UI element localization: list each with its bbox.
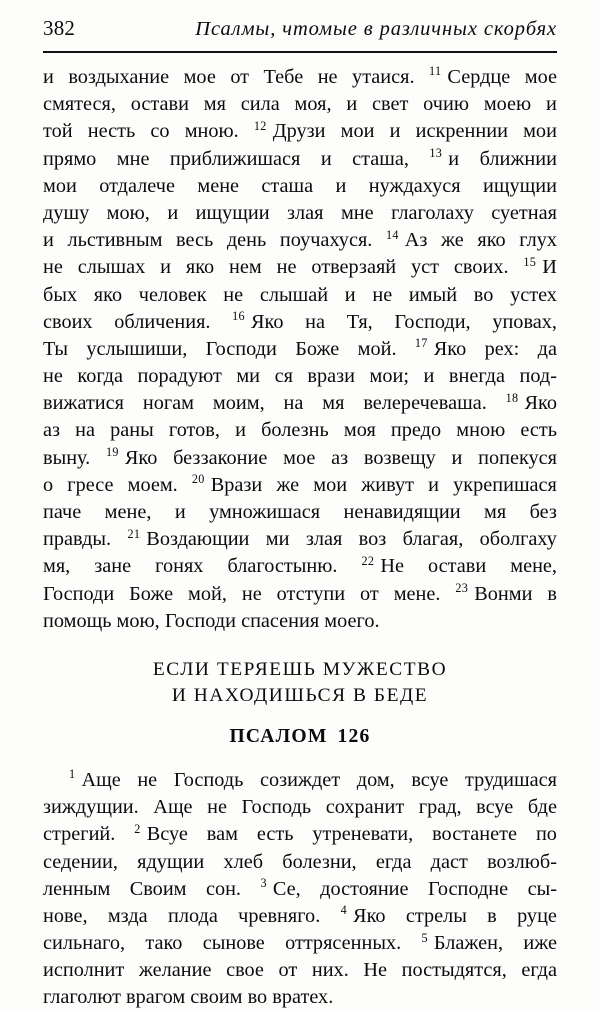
text-line (43, 903, 557, 930)
word: утаися. (352, 66, 415, 88)
verse-number: 23 (455, 581, 469, 596)
word: помощь (43, 609, 112, 632)
text-line (43, 499, 557, 526)
word: востанете (432, 823, 518, 846)
word: утреневати, (312, 823, 414, 846)
word: беззаконие (173, 446, 268, 469)
word: велеречеваша. (363, 392, 487, 415)
word: живут (361, 473, 414, 496)
word: раны (110, 419, 154, 442)
word: моя, (294, 93, 332, 116)
word: сташа, (352, 147, 409, 170)
text-line (43, 417, 557, 444)
text-line (43, 227, 557, 254)
word: возлюб- (487, 850, 557, 873)
word: воздыхание (68, 66, 170, 88)
word: мя (322, 392, 345, 415)
verse-number: 5 (421, 930, 428, 945)
word: правды. (43, 528, 112, 551)
word: под- (519, 365, 557, 388)
word: Господь (241, 796, 312, 819)
word: иже (523, 932, 557, 955)
word: ногам (142, 392, 195, 415)
text-line (43, 957, 557, 984)
text-line (43, 309, 557, 336)
word: ся (274, 365, 293, 388)
text-line (43, 876, 557, 903)
word: $^1$ Аще (69, 767, 121, 791)
word: моего. (324, 609, 380, 632)
text-line (43, 984, 557, 1011)
word: мне (340, 201, 374, 224)
word: не (207, 796, 227, 819)
word: когда (77, 365, 123, 388)
word: есть (520, 419, 557, 442)
text-line (43, 363, 557, 390)
word: оттрясенных. (285, 932, 402, 955)
word: попекуся (478, 446, 557, 469)
word: достояние (320, 877, 409, 900)
word: Господи (43, 582, 115, 605)
word: нем (229, 256, 262, 279)
word: сынове (202, 932, 265, 955)
verse-number: 19 (106, 445, 119, 460)
word: злая (305, 528, 343, 551)
word: искреннии (415, 120, 508, 143)
word: со (150, 120, 170, 143)
word: глаголаху (391, 201, 474, 224)
word: приближишася (169, 147, 301, 170)
word: яко (185, 256, 215, 279)
word: зиждущии. (43, 796, 139, 819)
word: желание (138, 959, 212, 982)
word: и (167, 201, 179, 224)
word: мною. (184, 120, 239, 143)
word: мою, (116, 609, 160, 632)
text-line (43, 794, 557, 821)
word: $^{17}$ Яко (414, 336, 467, 360)
psalm-126-body (43, 767, 557, 1012)
word: поучахуся. (279, 229, 373, 252)
word: хлеб (223, 850, 264, 873)
text-line (43, 64, 557, 91)
word: болезнь (261, 419, 329, 442)
word: льстивным (67, 229, 163, 252)
word: суетная (491, 201, 557, 224)
word: аз (331, 446, 349, 469)
word: очию (423, 93, 469, 116)
word: и (174, 501, 186, 523)
word: человек (138, 283, 207, 306)
text-line (43, 526, 557, 553)
verse-number: 15 (523, 254, 537, 269)
word: своих. (453, 256, 509, 279)
text-line (43, 390, 557, 417)
word: $^3$ Се, (260, 876, 301, 900)
text-line (43, 200, 557, 227)
word: сташа (261, 174, 314, 197)
word: $^{20}$ Врази (191, 472, 263, 496)
word: моим, (212, 392, 265, 415)
text-line (43, 821, 557, 848)
word: есть (256, 823, 294, 846)
word: злая (287, 201, 324, 224)
word: уповах, (492, 310, 557, 333)
word: врагом (126, 986, 186, 1009)
word: от (360, 582, 379, 605)
word: $^{22}$ Не (361, 553, 404, 578)
word: паче (43, 501, 82, 523)
word: смятеся, (43, 93, 116, 116)
word: вам (206, 823, 238, 846)
word: мне (116, 147, 150, 170)
word: мои (43, 174, 77, 197)
word: своих (43, 310, 93, 333)
word: не (223, 283, 244, 306)
word: и (43, 229, 54, 252)
verse-number: 18 (505, 390, 519, 405)
word: болезни, (282, 850, 357, 873)
word: $^{19}$ Яко (106, 445, 158, 469)
word: $^{11}$ Сердце (429, 64, 511, 88)
word: отдалече (99, 174, 175, 197)
verse-number: 21 (127, 526, 141, 541)
word: чревняго. (238, 904, 321, 927)
word: мзда (107, 904, 148, 927)
word: услышиши, (86, 337, 188, 360)
word: мои (523, 120, 557, 143)
word: отступи (276, 582, 346, 605)
word: Господи, (394, 310, 471, 333)
word: сохранит (325, 796, 405, 819)
word: и (451, 446, 463, 469)
word: плода (167, 904, 218, 927)
word: предо (390, 419, 442, 442)
word: гонях (155, 555, 204, 578)
word: яко (477, 229, 506, 252)
word: отверзаяй (311, 256, 397, 279)
verse-number: 13 (429, 146, 443, 161)
text-line (43, 254, 557, 281)
word: прямо (43, 147, 97, 170)
word: слышай (259, 283, 329, 306)
word (43, 767, 121, 794)
word: несть (87, 120, 136, 143)
word: душу (43, 201, 90, 224)
word: ищущии (483, 174, 557, 197)
word: исполнит (43, 959, 125, 982)
word: не (317, 66, 338, 88)
word: сильнаго, (43, 932, 126, 955)
word: да (537, 337, 557, 360)
word: внегда (448, 365, 505, 388)
text-line (43, 91, 557, 118)
word: нове, (43, 904, 88, 927)
word: мои; (369, 365, 409, 388)
section-heading-line-1: ЕСЛИ ТЕРЯЕШЬ МУЖЕСТВО (152, 658, 448, 680)
word: оболгаху (479, 528, 557, 551)
word: по (535, 823, 557, 846)
verse-number: 1 (69, 767, 76, 782)
word: стрегий. (43, 823, 116, 846)
text-line (43, 767, 557, 794)
word: укрепишася (453, 473, 557, 496)
word: всуе (411, 768, 449, 791)
word: Господи (164, 609, 236, 632)
word: возвещу (363, 446, 436, 469)
word: свет (372, 93, 409, 116)
word: Тя, (346, 310, 373, 333)
text-line (43, 553, 557, 580)
word: мене (197, 174, 240, 197)
verse-number: 11 (429, 64, 442, 79)
word: тако (145, 932, 183, 955)
word: Не (363, 959, 388, 982)
word: $^{15}$ И (523, 254, 557, 279)
word: от (278, 959, 298, 982)
verse-number: 3 (260, 876, 267, 891)
word: Своим (129, 877, 187, 900)
word: зане (94, 555, 132, 578)
word: и (320, 147, 332, 170)
word: уст (411, 256, 440, 279)
word: сы- (527, 877, 557, 900)
word: не (372, 283, 393, 306)
section-heading-line-2: И НАХОДИШЬСЯ В БЕДЕ (171, 684, 429, 706)
verse-number: 14 (385, 227, 399, 242)
word: мой, (188, 582, 227, 605)
word: и (235, 419, 246, 442)
word: $^{23}$ Вонми (455, 581, 533, 605)
word: них. (311, 959, 349, 982)
word: мене, (510, 555, 557, 578)
text-line (43, 173, 557, 200)
text-line (43, 336, 557, 363)
word: умножишася (209, 501, 321, 523)
word: во (473, 283, 494, 306)
word: в (487, 904, 497, 927)
word: постыдятся, (401, 959, 507, 982)
word: имый (408, 283, 458, 306)
word: мою, (106, 201, 150, 224)
word: мене, (104, 501, 152, 523)
verse-number: 2 (134, 821, 141, 836)
text-line (43, 282, 557, 309)
word: Тебе (263, 66, 304, 88)
word: бде (527, 796, 557, 819)
text-line (43, 608, 557, 635)
word: глух (519, 229, 557, 252)
word: порадуют (137, 365, 222, 388)
word: аз (43, 419, 61, 442)
word: устех (510, 283, 557, 306)
word: яко (93, 283, 123, 306)
word: Господне (427, 877, 509, 900)
word: $^4$ Яко (340, 903, 386, 927)
word: готов, (168, 419, 220, 442)
text-line (43, 581, 557, 608)
page-number: 382 (43, 16, 76, 40)
word: ленным (43, 877, 111, 900)
word: дом, (356, 768, 395, 791)
word: трудишася (465, 768, 557, 791)
word: $^{21}$ Воздающии (127, 526, 250, 551)
running-head (43, 16, 557, 50)
word: мя (484, 501, 507, 523)
word: свое (226, 959, 264, 982)
text-line (43, 445, 557, 472)
word: и (335, 174, 347, 197)
page-text-block (43, 64, 557, 1012)
word: егда (521, 959, 557, 982)
word: и (546, 93, 557, 116)
word: $^5$ Блажен, (421, 930, 504, 955)
word: Боже (129, 582, 174, 605)
word: $^{14}$ Аз (385, 227, 428, 252)
word: мое (183, 66, 216, 88)
word: ненавидящии (343, 501, 461, 523)
verse-number: 22 (361, 553, 375, 568)
word: вратех. (272, 986, 334, 1009)
word: благая, (402, 528, 464, 551)
word: и (43, 66, 54, 88)
word: $^{16}$ Яко (232, 309, 284, 333)
word: ищущии (195, 201, 270, 224)
word: $^{12}$ Друзи (253, 118, 326, 143)
word: же (276, 473, 300, 496)
word: сила (240, 93, 280, 116)
word: воз (358, 528, 387, 551)
word: моею (483, 93, 532, 116)
verse-number: 4 (340, 903, 347, 918)
verse-number: 20 (191, 472, 205, 487)
word: не (276, 256, 297, 279)
word: Ты (43, 337, 69, 360)
section-heading-block (43, 657, 557, 748)
word: мое (283, 446, 316, 469)
word: моем. (127, 473, 178, 496)
word: созиждет (259, 768, 341, 791)
text-line (43, 930, 557, 957)
psalm-number: 126 (337, 725, 371, 747)
word: мя (203, 93, 226, 116)
word: день (226, 229, 267, 252)
word: Аще (153, 796, 193, 819)
word: мене. (393, 582, 441, 605)
word: и (160, 256, 171, 279)
word: гресе (67, 473, 114, 496)
word: не (43, 256, 63, 279)
word: моя (343, 419, 376, 442)
word: весь (176, 229, 214, 252)
word: и (346, 93, 358, 116)
word: своим (190, 986, 243, 1009)
text-line (43, 849, 557, 876)
word: рех: (484, 337, 520, 360)
word: на (305, 310, 326, 333)
word: даст (430, 850, 468, 873)
psalm-label: ПСАЛОМ (229, 725, 328, 747)
word: руце (517, 904, 557, 927)
word: ми (265, 528, 290, 551)
word: мой. (357, 337, 397, 360)
word: спасения (241, 609, 320, 632)
word: стрелы (405, 904, 467, 927)
word: бых (43, 283, 78, 306)
psalm-title (43, 726, 557, 748)
verse-number: 12 (253, 118, 267, 133)
running-title: Псалмы, чтомые в различных скорбях (195, 18, 557, 40)
word: Господь (173, 768, 244, 791)
word: не (43, 365, 63, 388)
word: врази (307, 365, 356, 388)
word: той (43, 120, 73, 143)
word: ядущии (137, 850, 205, 873)
word: не (241, 582, 262, 605)
word: не (137, 768, 158, 791)
text-line (43, 118, 557, 145)
word: Господи (205, 337, 277, 360)
word: $^{18}$ Яко (505, 390, 557, 415)
header-rule (43, 51, 557, 53)
word: сон. (205, 877, 242, 900)
word: седении, (43, 850, 118, 873)
word: на (283, 392, 304, 415)
word: мои (340, 120, 375, 143)
word: и (423, 365, 435, 388)
word: от (230, 66, 250, 88)
word: и (389, 120, 401, 143)
word: и (344, 283, 356, 306)
word: $^{13}$ и (429, 146, 460, 170)
word: слышах (77, 256, 146, 279)
word: вижатися (43, 392, 124, 415)
verse-number: 17 (414, 336, 428, 351)
word: о (43, 473, 54, 496)
word: обличения. (114, 310, 211, 333)
word: Боже (295, 337, 340, 360)
word: глаголют (43, 986, 121, 1009)
word: егда (375, 850, 412, 873)
word: остави (130, 93, 189, 116)
psalm-138-continuation (43, 64, 557, 635)
word: же (441, 229, 464, 252)
word: в (547, 582, 557, 605)
word: мя, (43, 555, 71, 578)
verse-number: 16 (232, 309, 245, 324)
word: благостыню. (227, 555, 338, 578)
word: во (247, 986, 268, 1009)
word: на (75, 419, 95, 442)
word: выну. (43, 446, 91, 469)
text-line (43, 146, 557, 173)
word: мое (524, 66, 557, 88)
word: мною (456, 419, 506, 442)
word: без (529, 501, 557, 523)
word: $^2$ Всуе (134, 821, 188, 846)
word: ближнии (479, 147, 557, 170)
word: нуждахуся (368, 174, 461, 197)
word: град, (418, 796, 462, 819)
text-line (43, 472, 557, 499)
word: и (428, 473, 439, 496)
word: всуе (476, 796, 514, 819)
word: мои (313, 473, 348, 496)
word: ми (236, 365, 261, 388)
word: остави (428, 555, 487, 578)
